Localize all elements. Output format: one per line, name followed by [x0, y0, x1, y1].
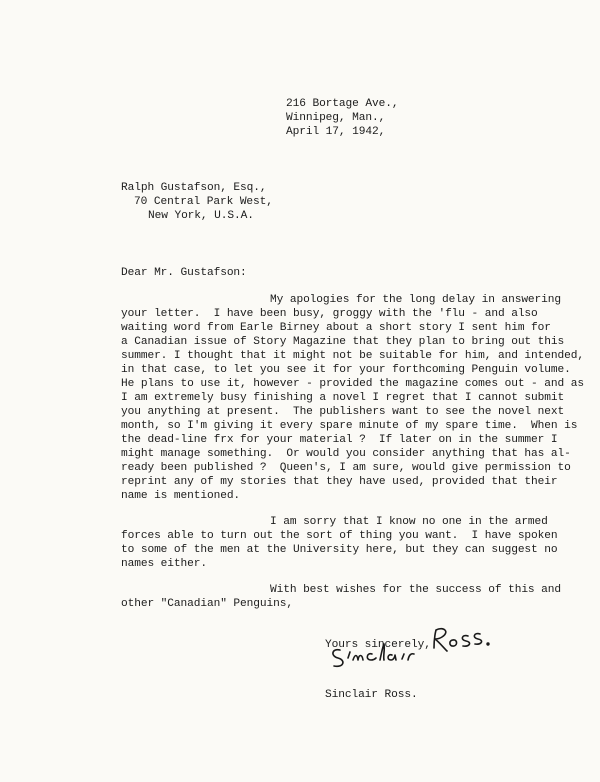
text-line: With best wishes for the success of this and: [270, 584, 561, 596]
recipient-country: New York, U.S.A.: [148, 210, 254, 222]
text-line: waiting word from Earle Birney about a short story I sent him for: [121, 322, 551, 334]
sender-city: Winnipeg, Man.,: [286, 112, 386, 124]
recipient-name: Ralph Gustafson, Esq.,: [121, 182, 267, 194]
text-line: the dead-line frx for your material ? If later on in the summer I: [121, 434, 558, 446]
text-line: ready been published ? Queen's, I am sure, would give permission to: [121, 462, 571, 474]
text-line: My apologies for the long delay in answering: [270, 294, 561, 306]
text-line: you anything at present. The publishers want to see the novel next: [121, 406, 565, 418]
text-line: name is mentioned.: [121, 490, 241, 502]
text-line: reprint any of my stories that they have used, provided that their: [121, 476, 558, 488]
closing: Yours sincerely,: [325, 639, 431, 651]
text-line: month, so I'm giving it every spare minute of my spare time. When is: [121, 420, 578, 432]
recipient-street: 70 Central Park West,: [134, 196, 273, 208]
letter-date: April 17, 1942,: [286, 126, 386, 138]
text-line: I am sorry that I know no one in the armed: [270, 516, 548, 528]
text-line: I am extremely busy finishing a novel I regret that I cannot submit: [121, 392, 565, 404]
text-line: names either.: [121, 558, 207, 570]
text-line: might manage something. Or would you consider anything that has al-: [121, 448, 571, 460]
text-line: other "Canadian" Penguins,: [121, 598, 293, 610]
text-line: in that case, to let you see it for your forthcoming Penguin volume.: [121, 364, 571, 376]
typed-signature: Sinclair Ross.: [325, 689, 418, 701]
text-line: forces able to turn out the sort of thing you want. I have spoken: [121, 530, 558, 542]
handwritten-signature: [322, 618, 492, 674]
text-line: He plans to use it, however - provided the magazine comes out - and as: [121, 378, 584, 390]
salutation: Dear Mr. Gustafson:: [121, 267, 247, 279]
text-line: to some of the men at the University here, but they can suggest no: [121, 544, 558, 556]
sender-street: 216 Bortage Ave.,: [286, 98, 399, 110]
text-line: summer. I thought that it might not be suitable for him, and intended,: [121, 350, 584, 362]
text-line: a Canadian issue of Story Magazine that they plan to bring out this: [121, 336, 565, 348]
text-line: your letter. I have been busy, groggy with the 'flu - and also: [121, 308, 538, 320]
